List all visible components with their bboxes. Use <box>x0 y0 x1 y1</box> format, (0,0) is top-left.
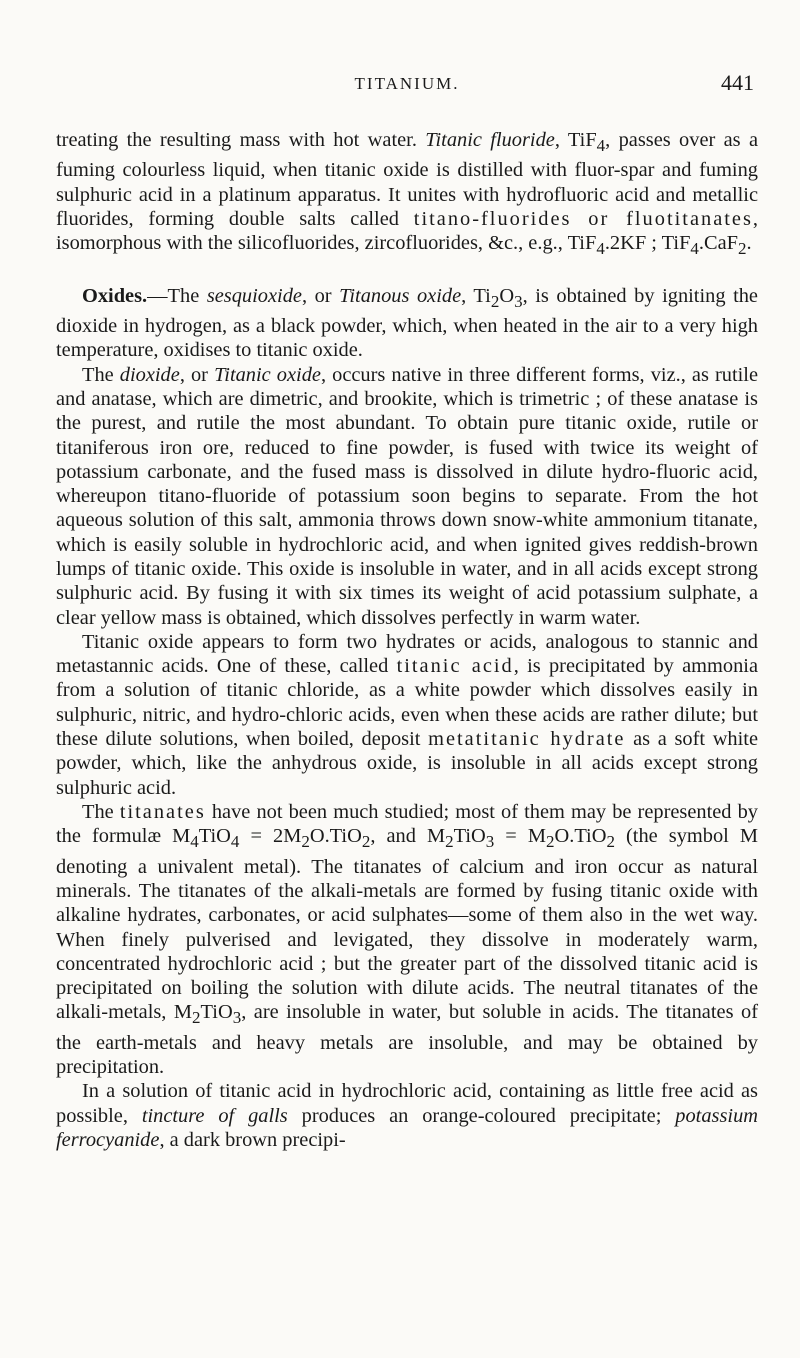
paragraph-dioxide: The dioxide, or Titanic oxide, occurs native in three different forms, viz., as rutile and anatase, which are dimetric, and brookite, which is trimetric ; of these anatase is the purest, and rutile the most abundant. To obtain pure titanic oxide, rutile or titaniferous iron ore, reduced to fine powder, is fused with twice its weight of potassium carbonate, and the fused mass is dissolved in dilute hydro-fluoric acid, whereupon titano-fluoride of potassium soon begins to separate. From the hot aqueous solution of this salt, ammonia throws down snow-white ammonium titanate, which is easily soluble in hydrochloric acid, and when ignited gives reddish-brown lumps of titanic oxide. This oxide is insoluble in water, and in all acids except strong sulphuric acid. By fusing it with six times its weight of acid potassium sulphate, a clear yellow mass is obtained, which dissolves perfectly in warm water. <box>56 363 759 629</box>
paragraph-oxides: Oxides.—The sesquioxide, or Titanous oxide, $Ti_2O_3$, is obtained by igniting the dioxide in hydrogen, as a black powder, which, when heated in the air to a very high temperature, oxidises to titanic oxide. <box>56 284 758 362</box>
page-header <box>56 70 758 98</box>
body-text <box>56 128 758 1152</box>
paragraph-reactions: In a solution of titanic acid in hydrochloric acid, containing as little free acid as possible, tincture of galls produces an orange-coloured precipitate; potassium ferrocyanide, a dark brown precipi- <box>56 1080 758 1151</box>
paragraph-titanic-acid: Titanic oxide appears to form two hydrates or acids, analogous to stannic and metastannic acids. One of these, called titanic acid, is precipitated by ammonia from a solution of titanic chloride, as a white powder which dissolves easily in sulphuric, nitric, and hydro-chloric acids, even when these acids are rather dilute; but these dilute solutions, when boiled, deposit metatitanic hydrate as a soft white powder, which, like the anhydrous oxide, is insoluble in all acids except strong sulphuric acid. <box>56 630 758 799</box>
paragraph-titanic-fluoride: treating the resulting mass with hot water. Titanic fluoride, TiF$_4$, passes over as a fuming colourless liquid, when titanic oxide is distilled with fluor-spar and fuming sulphuric acid in a platinum apparatus. It unites with hydrofluoric acid and metallic fluorides, forming double salts called titano-fluorides or fluotitanates, isomorphous with the silicofluorides, zircofluorides, &c., e.g., TiF$_4$.2KF ; TiF$_4$.CaF$_2$. <box>56 129 759 259</box>
page-number: 441 <box>721 70 754 95</box>
paragraph-titanates: The titanates have not been much studied; most of them may be represented by the formulæ $M_4TiO_4 = 2M_2O.TiO_2$, and $M_2TiO_3 = M_2O.TiO_2$ (the symbol M denoting a univalent metal). The titanates of calcium and iron occur as natural minerals. The titanates of the alkali-metals are formed by fusing titanic oxide with alkaline hydrates, carbonates, or acid sulphates—some of them also in the wet way. When finely pulverised and levigated, they dissolve in moderately warm, concentrated hydrochloric acid ; but the greater part of the dissolved titanic acid is precipitated on boiling the solution with dilute acids. The neutral titanates of the alkali-metals, $M_2TiO_3$, are insoluble in water, but soluble in acids. The titanates of the earth-metals and heavy metals are insoluble, and may be obtained by precipitation. <box>56 800 759 1079</box>
section-label: Oxides. <box>82 284 148 307</box>
running-title: TITANIUM. <box>354 74 460 93</box>
